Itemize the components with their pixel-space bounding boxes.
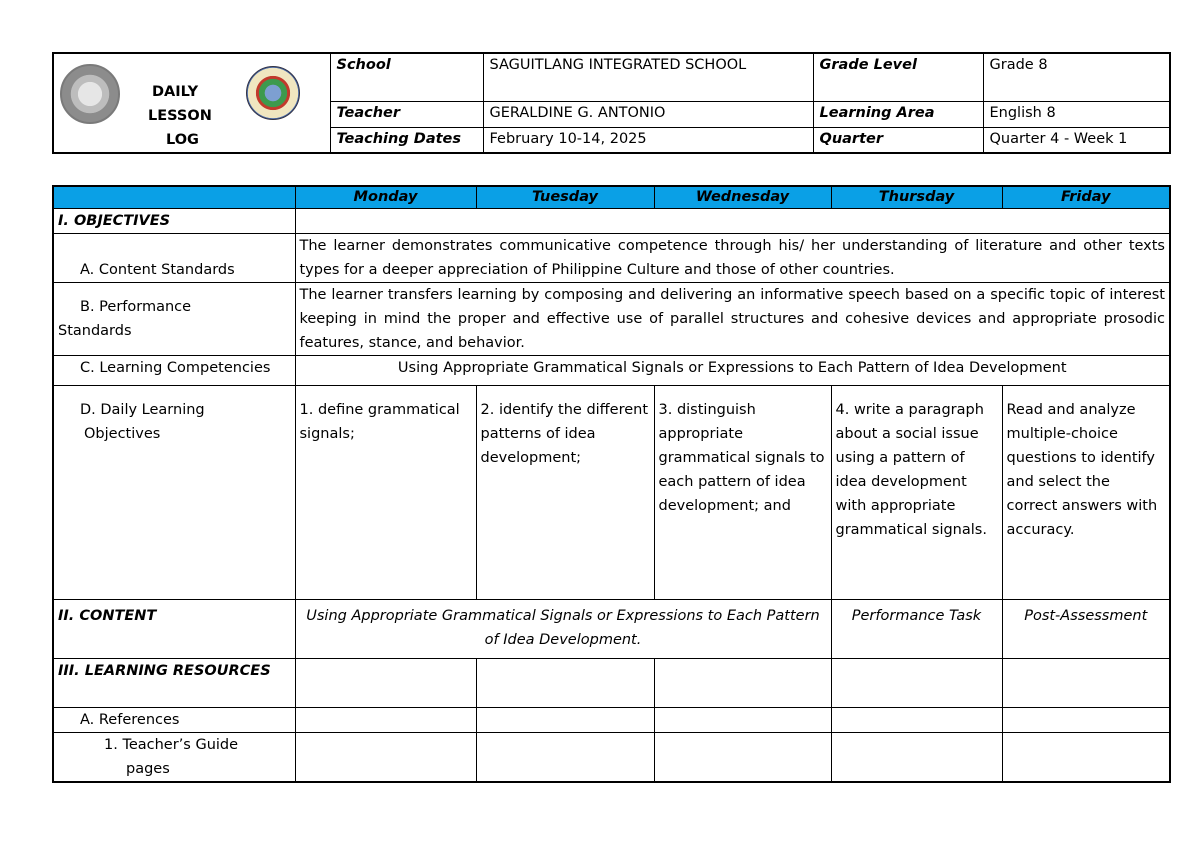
quarter-value: Quarter 4 - Week 1: [983, 127, 1170, 153]
learning-competencies-label: C. Learning Competencies: [53, 355, 295, 385]
learning-resources-heading: III. LEARNING RESOURCES: [53, 658, 295, 707]
daily-objective-thursday: 4. write a paragraph about a social issue using a pattern of idea development with appropriate grammatical signals.: [831, 385, 1002, 599]
resources-friday: [1002, 658, 1170, 707]
learning-resources-row: [53, 658, 1170, 707]
objectives-heading: I. OBJECTIVES: [53, 208, 295, 233]
content-standards-row: [53, 233, 1170, 282]
day-wednesday: Wednesday: [654, 186, 831, 208]
resources-thursday: [831, 658, 1002, 707]
content-standards-label: A. Content Standards: [53, 233, 295, 282]
days-header-row: [53, 186, 1170, 208]
daily-objective-monday: 1. define grammatical signals;: [295, 385, 476, 599]
header-logo-cell: [53, 53, 330, 153]
day-friday: Friday: [1002, 186, 1170, 208]
teachers-guide-thursday: [831, 732, 1002, 782]
references-tuesday: [476, 707, 654, 732]
school-value: SAGUITLANG INTEGRATED SCHOOL: [483, 53, 813, 101]
resources-tuesday: [476, 658, 654, 707]
teachers-guide-tuesday: [476, 732, 654, 782]
teachers-guide-monday: [295, 732, 476, 782]
grade-level-label: Grade Level: [813, 53, 983, 101]
day-monday: Monday: [295, 186, 476, 208]
performance-standards-text: The learner transfers learning by composing and delivering an informative speech based on a specific topic of interest keeping in mind the proper and effective use of parallel structures and cohesive devices and appropriate prosodic features, stance, and behavior.: [295, 282, 1170, 355]
daily-lesson-log-title: DAILY LESSON LOG: [148, 84, 212, 148]
learning-area-value: English 8: [983, 101, 1170, 127]
content-row: [53, 599, 1170, 658]
daily-objective-wednesday: 3. distinguish appropriate grammatical signals to each pattern of idea development; and: [654, 385, 831, 599]
school-label: School: [330, 53, 483, 101]
teachers-guide-wednesday: [654, 732, 831, 782]
resources-wednesday: [654, 658, 831, 707]
teachers-guide-friday: [1002, 732, 1170, 782]
content-thursday: Performance Task: [831, 599, 1002, 658]
daily-objective-tuesday: 2. identify the different patterns of idea development;: [476, 385, 654, 599]
content-mon-wed: Using Appropriate Grammatical Signals or Expressions to Each Pattern of Idea Development.: [295, 599, 831, 658]
learning-competencies-row: [53, 355, 1170, 385]
learning-competencies-text: Using Appropriate Grammatical Signals or Expressions to Each Pattern of Idea Development: [295, 355, 1170, 385]
deped-seal-icon: [60, 64, 120, 124]
grade-level-value: Grade 8: [983, 53, 1170, 101]
references-friday: [1002, 707, 1170, 732]
resources-monday: [295, 658, 476, 707]
teacher-value: GERALDINE G. ANTONIO: [483, 101, 813, 127]
teachers-guide-label: 1. Teacher’s Guide pages: [53, 732, 295, 782]
content-standards-text: The learner demonstrates communicative competence through his/ her understanding of literature and other texts types for a deeper appreciation of Philippine Culture and those of other countries.: [295, 233, 1170, 282]
content-heading: II. CONTENT: [53, 599, 295, 658]
daily-objectives-label: D. Daily Learning Objectives: [53, 385, 295, 599]
daily-objective-friday: Read and analyze multiple-choice questions to identify and select the correct answers with accuracy.: [1002, 385, 1170, 599]
day-tuesday: Tuesday: [476, 186, 654, 208]
daily-objectives-row: [53, 385, 1170, 599]
teachers-guide-row: [53, 732, 1170, 782]
references-wednesday: [654, 707, 831, 732]
performance-standards-row: [53, 282, 1170, 355]
header-table: [52, 52, 1171, 154]
references-thursday: [831, 707, 1002, 732]
learning-area-label: Learning Area: [813, 101, 983, 127]
references-label: A. References: [53, 707, 295, 732]
teaching-dates-label: Teaching Dates: [330, 127, 483, 153]
objectives-heading-blank: [295, 208, 1170, 233]
lesson-table: [52, 185, 1171, 783]
quarter-label: Quarter: [813, 127, 983, 153]
day-thursday: Thursday: [831, 186, 1002, 208]
objectives-heading-row: [53, 208, 1170, 233]
days-header-blank: [53, 186, 295, 208]
references-row: [53, 707, 1170, 732]
school-seal-icon: [246, 66, 300, 120]
references-monday: [295, 707, 476, 732]
teacher-label: Teacher: [330, 101, 483, 127]
content-friday: Post-Assessment: [1002, 599, 1170, 658]
performance-standards-label: B. Performance Standards: [53, 282, 295, 355]
teaching-dates-value: February 10-14, 2025: [483, 127, 813, 153]
